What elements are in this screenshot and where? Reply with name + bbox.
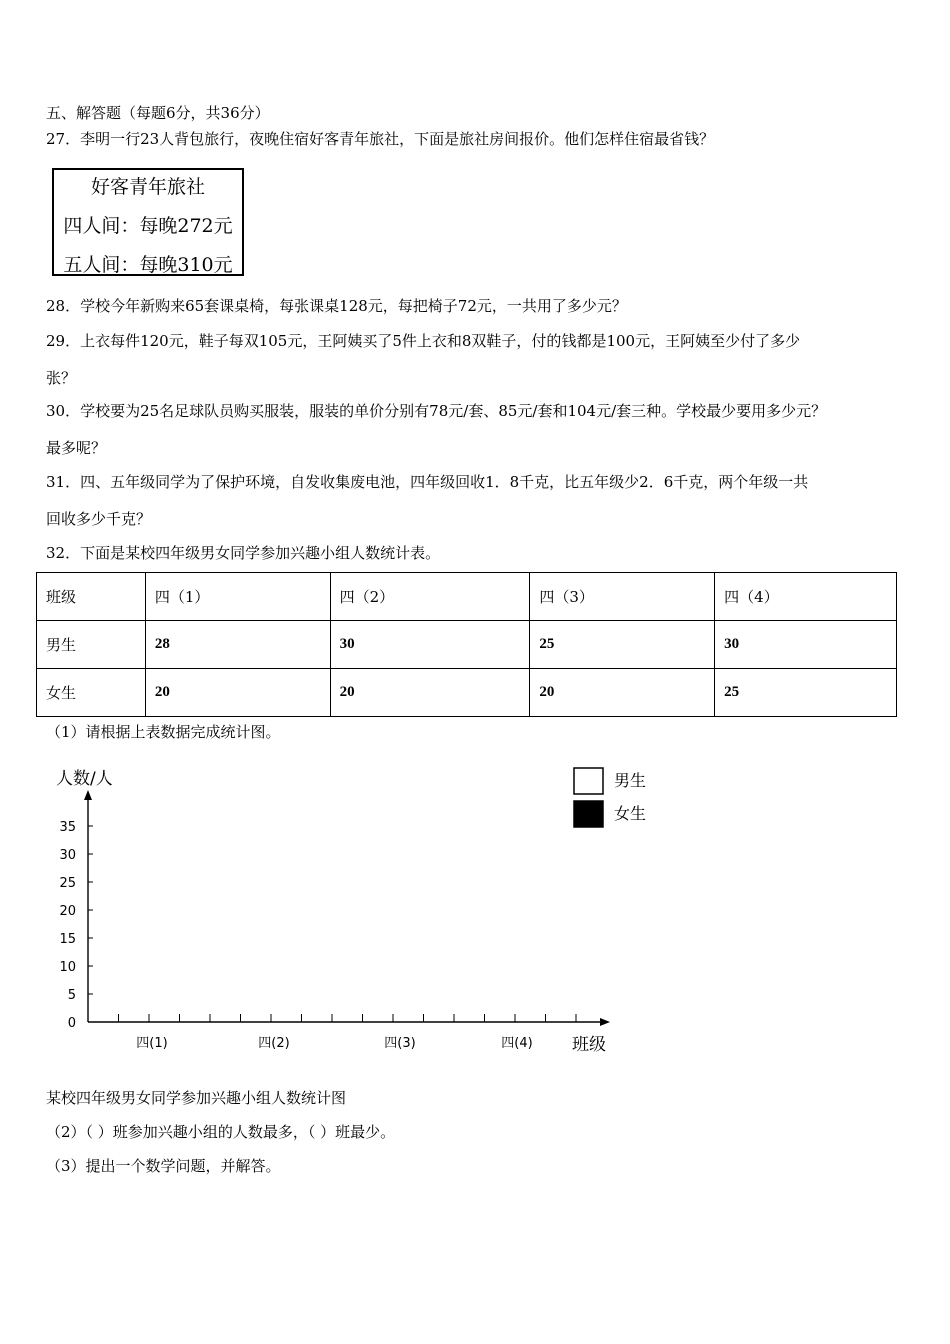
sign-title: 好客青年旅社 <box>90 176 205 198</box>
y-tick-label: 15 <box>59 932 76 947</box>
x-category-label: 四(3) <box>384 1036 416 1051</box>
legend-label: 男生 <box>614 771 647 790</box>
table-cell: 30 <box>330 621 530 669</box>
header-cell: 四（3） <box>530 573 715 621</box>
header-cell: 四（2） <box>330 573 530 621</box>
header-cell: 四（1） <box>145 573 330 621</box>
chart-axes <box>56 769 610 1055</box>
chart-caption: 某校四年级男女同学参加兴趣小组人数统计图 <box>46 1089 347 1107</box>
table-cell: 20 <box>530 669 715 717</box>
question-30: 30．学校要为25名足球队员购买服装，服装的单价分别有78元/套、85元/套和104元/套三种。学校最少要用多少元？ <box>46 402 827 420</box>
y-tick-label: 25 <box>59 876 76 891</box>
section-title: 五、解答题（每题6分，共36分） <box>46 104 270 122</box>
header-cell: 班级 <box>37 573 146 621</box>
question-31: 31．四、五年级同学为了保护环境，自发收集废电池，四年级回收1．8千克，比五年级少2．6千克，两个年级一共 <box>46 473 809 491</box>
x-axis-arrow <box>600 1018 610 1026</box>
question-28: 28．学校今年新购来65套课桌椅，每张课桌128元，每把椅子72元，一共用了多少元？ <box>46 297 627 315</box>
chart-legend <box>574 768 646 827</box>
legend-swatch <box>574 801 603 827</box>
legend-swatch <box>574 768 603 794</box>
question-32: 32．下面是某校四年级男女同学参加兴趣小组人数统计表。 <box>46 544 441 562</box>
sub-question-2: （2）（ ）班参加兴趣小组的人数最多，（ ）班最少。 <box>46 1123 396 1141</box>
sign-line-1: 四人间：每晚272元 <box>63 215 233 237</box>
legend-label: 女生 <box>614 804 647 823</box>
table-cell: 25 <box>715 669 897 717</box>
chart-ticks <box>59 820 576 1051</box>
x-category-label: 四(2) <box>258 1036 290 1051</box>
y-axis-arrow <box>84 790 92 800</box>
y-tick-label: 10 <box>59 960 76 975</box>
header-cell: 四（4） <box>715 573 897 621</box>
question-30-cont: 最多呢？ <box>46 439 107 457</box>
table-cell: 25 <box>530 621 715 669</box>
y-tick-label: 0 <box>67 1016 76 1031</box>
y-tick-label: 35 <box>59 820 76 835</box>
y-tick-label: 5 <box>67 988 76 1003</box>
table-cell: 28 <box>145 621 330 669</box>
sub-question-3: （3）提出一个数学问题，并解答。 <box>46 1157 281 1175</box>
question-29-cont: 张？ <box>46 369 77 387</box>
y-tick-label: 20 <box>59 904 76 919</box>
x-axis-title: 班级 <box>572 1035 606 1055</box>
table-cell: 20 <box>145 669 330 717</box>
row-label: 女生 <box>37 669 146 717</box>
table-cell: 20 <box>330 669 530 717</box>
x-category-label: 四(1) <box>136 1036 168 1051</box>
table-cell: 30 <box>715 621 897 669</box>
sub-question-1: （1）请根据上表数据完成统计图。 <box>46 723 281 741</box>
y-axis-title: 人数/人 <box>56 769 113 789</box>
sign-line-2: 五人间：每晚310元 <box>63 254 233 276</box>
question-29: 29．上衣每件120元，鞋子每双105元，王阿姨买了5件上衣和8双鞋子，付的钱都是100元，王阿姨至少付了多少 <box>46 332 801 350</box>
question-27: 27．李明一行23人背包旅行，夜晚住宿好客青年旅社，下面是旅社房间报价。他们怎样住宿最省钱？ <box>46 130 715 148</box>
row-label: 男生 <box>37 621 146 669</box>
x-category-label: 四(4) <box>501 1036 533 1051</box>
question-31-cont: 回收多少千克？ <box>46 510 152 528</box>
y-tick-label: 30 <box>59 848 76 863</box>
